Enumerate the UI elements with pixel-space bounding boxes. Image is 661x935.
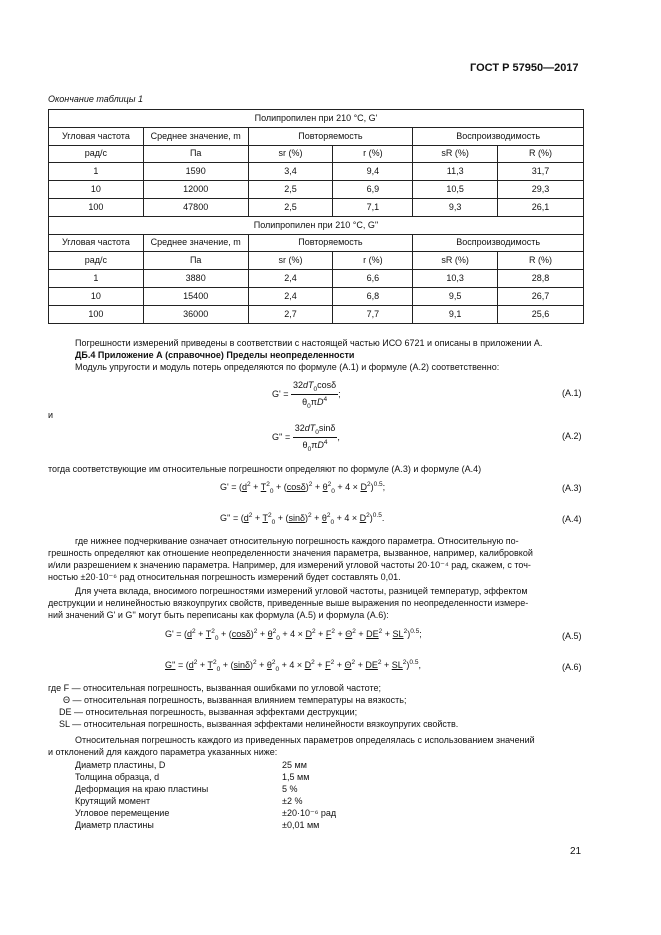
unit-cell: sR (%) [413, 145, 498, 163]
paragraph-moduli: Модуль упругости и модуль потерь определяются по формуле (А.1) и формуле (А.2) соответственно: [75, 362, 500, 372]
equation-number: (А.2) [562, 431, 582, 441]
units-row [49, 145, 584, 163]
param-name: Деформация на краю пластины [75, 784, 209, 794]
table-row [49, 287, 584, 305]
paragraph-underline-b: грешность определяют как отношение неопределенности значения параметра, вызванное, например, калибровкой [48, 548, 533, 558]
table-row [49, 163, 584, 181]
param-name: Угловое перемещение [75, 808, 170, 818]
unit-cell: r (%) [333, 145, 413, 163]
definition-de: DE — относительная погрешность, вызванная эффектами деструкции; [59, 707, 358, 717]
cell: 3,4 [248, 163, 333, 181]
cell: 100 [49, 198, 144, 216]
cell: 36000 [143, 305, 248, 323]
cell: 15400 [143, 287, 248, 305]
param-value: 5 % [282, 784, 298, 794]
cell: 12000 [143, 181, 248, 199]
cell: 7,7 [333, 305, 413, 323]
paragraph-contrib-b: деструкции и нелинейностью вязкоупругих свойств, приведенные выше выражения по неопределенности измере- [48, 598, 529, 608]
cell: 29,3 [498, 181, 584, 199]
cell: 6,9 [333, 181, 413, 199]
cell: 9,5 [413, 287, 498, 305]
cell: 10,3 [413, 270, 498, 288]
cell: 3880 [143, 270, 248, 288]
unit-cell: Па [143, 145, 248, 163]
page-number: 21 [570, 846, 582, 857]
equation-number: (А.1) [562, 388, 582, 398]
cell: 9,3 [413, 198, 498, 216]
unit-cell: R (%) [498, 145, 584, 163]
cell: 9,1 [413, 305, 498, 323]
equation-number: (А.5) [562, 631, 582, 641]
cell: 25,6 [498, 305, 584, 323]
section-title: Полипропилен при 210 °С, G' [49, 110, 584, 128]
section-title: Полипропилен при 210 °С, G'' [49, 216, 584, 234]
col-head: Воспроизводимость [413, 234, 584, 252]
equation-number: (А.6) [562, 662, 582, 672]
col-head: Повторяемость [248, 127, 413, 145]
cell: 2,7 [248, 305, 333, 323]
param-value: ±2 % [282, 796, 303, 806]
cell: 2,5 [248, 198, 333, 216]
paragraph-relative-errors: тогда соответствующие им относительные погрешности определяют по формуле (А.3) и формуле (А.4) [48, 464, 482, 474]
unit-cell: sR (%) [413, 252, 498, 270]
table-row [49, 181, 584, 199]
unit-cell: r (%) [333, 252, 413, 270]
col-head: Воспроизводимость [413, 127, 584, 145]
formula-a6: $G'' = (d^2 + T^2_0 + (\sin\delta)^2 + \theta^2_0 + 4 \times D^2 + F^2 + \Theta^2 + DE^2 + SL^2)^{0.5}$, [165, 659, 421, 673]
param-name: Диаметр пластины [75, 820, 154, 830]
param-name: Толщина образца, d [75, 772, 160, 782]
paragraph-contrib-a: Для учета вклада, вносимого погрешностями измерений угловой частоты, разницей температур, эффектом [75, 586, 528, 596]
unit-cell: R (%) [498, 252, 584, 270]
unit-cell: sr (%) [248, 252, 333, 270]
definition-theta: Θ — относительная погрешность, вызванная влиянием температуры на вязкость; [63, 695, 407, 705]
cell: 6,6 [333, 270, 413, 288]
table-row [49, 198, 584, 216]
column-header-row [49, 127, 584, 145]
cell: 100 [49, 305, 144, 323]
param-value: 25 мм [282, 760, 307, 770]
col-head: Угловая частота [49, 127, 144, 145]
cell: 1590 [143, 163, 248, 181]
unit-cell: Па [143, 252, 248, 270]
cell: 10 [49, 181, 144, 199]
param-name: Крутящий момент [75, 796, 151, 806]
cell: 1 [49, 163, 144, 181]
cell: 7,1 [333, 198, 413, 216]
cell: 9,4 [333, 163, 413, 181]
equation-number: (А.4) [562, 514, 582, 524]
table-row [49, 270, 584, 288]
col-head: Среднее значение, m [143, 127, 248, 145]
cell: 2,4 [248, 287, 333, 305]
formula-a5: $G' = (d^2 + T^2_0 + (\cos\delta)^2 + \theta^2_0 + 4 \times D^2 + F^2 + \Theta^2 + DE^2 + SL^2)^{0.5}$; [165, 628, 422, 642]
col-head: Повторяемость [248, 234, 413, 252]
cell: 26,1 [498, 198, 584, 216]
cell: 47800 [143, 198, 248, 216]
unit-cell: sr (%) [248, 145, 333, 163]
param-name: Диаметр пластины, D [75, 760, 166, 770]
paragraph-underline-a: где нижнее подчеркивание означает относительную погрешность каждого параметра. Относительную по- [75, 536, 519, 546]
equation-number: (А.3) [562, 483, 582, 493]
cell: 11,3 [413, 163, 498, 181]
table-row [49, 305, 584, 323]
formula-a2: G'' = $\frac{32dT_0\sin\delta}{\theta_0\pi D^4}$ , [272, 423, 340, 453]
paragraph-underline-d: ностью ±20·10⁻⁶ рад относительная погрешность измерений будет составлять 0,01. [48, 572, 401, 582]
paragraph-params-a: Относительная погрешность каждого из приведенных параметров определялась с использованием значений [75, 735, 535, 745]
col-head: Среднее значение, m [143, 234, 248, 252]
units-row [49, 252, 584, 270]
param-value: ±20·10⁻⁶ рад [282, 808, 337, 818]
unit-cell: рад/с [49, 252, 144, 270]
cell: 31,7 [498, 163, 584, 181]
cell: 1 [49, 270, 144, 288]
table-caption: Окончание таблицы 1 [48, 94, 143, 104]
paragraph-contrib-c: ний значений G' и G'' могут быть переписаны как формула (А.5) и формула (А.6): [48, 610, 389, 620]
formula-a3: $G' = (d^2 + T^2_0 + (\cos\delta)^2 + \theta^2_0 + 4 \times D^2)^{0.5}$; [220, 481, 386, 495]
formula-a1: G' = $\frac{32dT_0\cos\delta}{\theta_0\pi D^4}$ ; [272, 380, 341, 410]
unit-cell: рад/с [49, 145, 144, 163]
param-value: ±0,01 мм [282, 820, 320, 830]
cell: 2,5 [248, 181, 333, 199]
paragraph-errors: Погрешности измерений приведены в соответствии с настоящей частью ИСО 6721 и описаны в приложении А. [75, 338, 543, 348]
formula-a4: $G'' = (d^2 + T^2_0 + (\sin\delta)^2 + \theta^2_0 + 4 \times D^2)^{0.5}$. [220, 512, 385, 526]
definition-f: где F — относительная погрешность, вызванная ошибками по угловой частоте; [48, 683, 381, 693]
cell: 6,8 [333, 287, 413, 305]
cell: 26,7 [498, 287, 584, 305]
param-value: 1,5 мм [282, 772, 310, 782]
conjunction-and: и [48, 410, 54, 420]
document-header: ГОСТ Р 57950—2017 [470, 62, 579, 74]
section-title-row [49, 216, 584, 234]
section-heading: ДБ.4 Приложение А (справочное) Пределы неопределенности [75, 350, 355, 360]
paragraph-underline-c: и/или разрешением к значению параметра. Например, для измерений угловой частоты 20·10⁻⁴ рад, скажем, с точ- [48, 560, 531, 570]
section-title-row [49, 110, 584, 128]
cell: 10 [49, 287, 144, 305]
paragraph-params-b: и отклонений для каждого параметра указанных ниже: [48, 747, 278, 757]
definition-sl: SL — относительная погрешность, вызванная эффектами нелинейности вязкоупругих свойств. [59, 719, 459, 729]
cell: 10,5 [413, 181, 498, 199]
results-table [48, 109, 584, 324]
cell: 28,8 [498, 270, 584, 288]
cell: 2,4 [248, 270, 333, 288]
column-header-row [49, 234, 584, 252]
col-head: Угловая частота [49, 234, 144, 252]
